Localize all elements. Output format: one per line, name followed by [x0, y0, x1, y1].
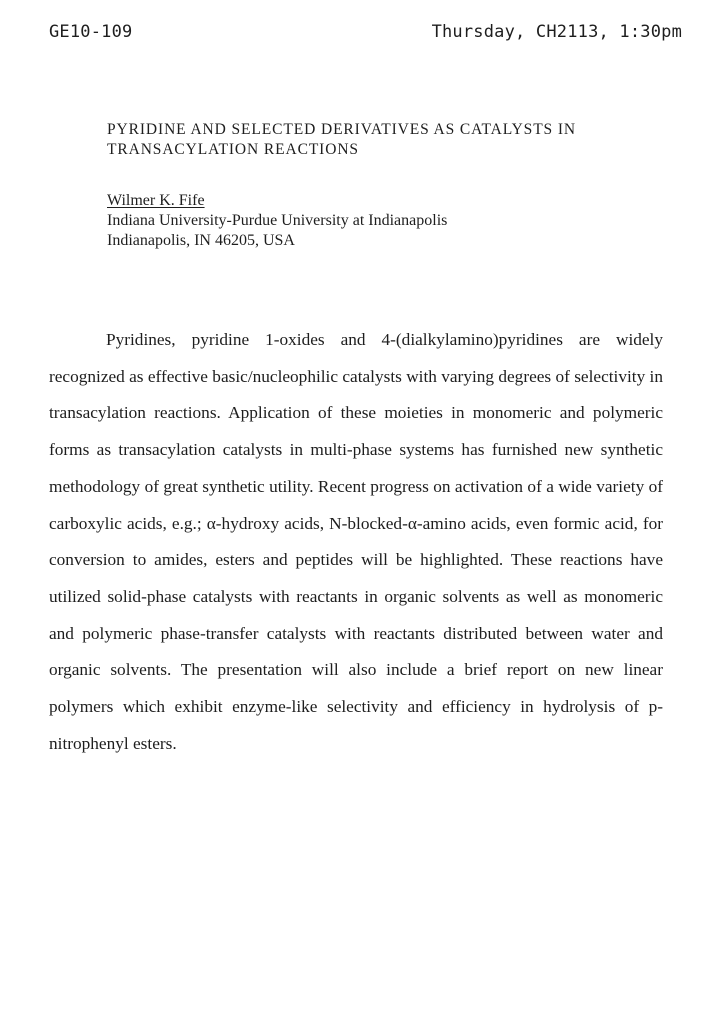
session-code: GE10-109	[49, 22, 133, 42]
author-block	[107, 191, 447, 251]
author-address: Indianapolis, IN 46205, USA	[107, 232, 295, 249]
paper-title	[107, 120, 677, 160]
paper-title-line-2: TRANSACYLATION REACTIONS	[107, 141, 359, 158]
author-name: Wilmer K. Fife	[107, 192, 205, 209]
session-schedule: Thursday, CH2113, 1:30pm	[431, 22, 682, 42]
paper-title-line-1: PYRIDINE AND SELECTED DERIVATIVES AS CATALYSTS IN	[107, 121, 577, 138]
author-affiliation: Indiana University-Purdue University at Indianapolis	[107, 212, 448, 229]
abstract-body: Pyridines, pyridine 1-oxides and 4-(dialkylamino)pyridines are widely recognized as effective basic/nucleophilic catalysts with varying degrees of selectivity in transacylation reactions. Application of these moieties in monomeric and polymeric forms as transacylation catalysts in multi-phase systems has furnished new synthetic methodology of great synthetic utility. Recent progress on activation of a wide variety of carboxylic acids, e.g.; α-hydroxy acids, N-blocked-α-amino acids, even formic acid, for conversion to amides, esters and peptides will be highlighted. These reactions have utilized solid-phase catalysts with reactants in organic solvents as well as monomeric and polymeric phase-transfer catalysts with reactants distributed between water and organic solvents. The presentation will also include a brief report on new linear polymers which exhibit enzyme-like selectivity and efficiency in hydrolysis of p-nitrophenyl esters.	[49, 330, 663, 753]
